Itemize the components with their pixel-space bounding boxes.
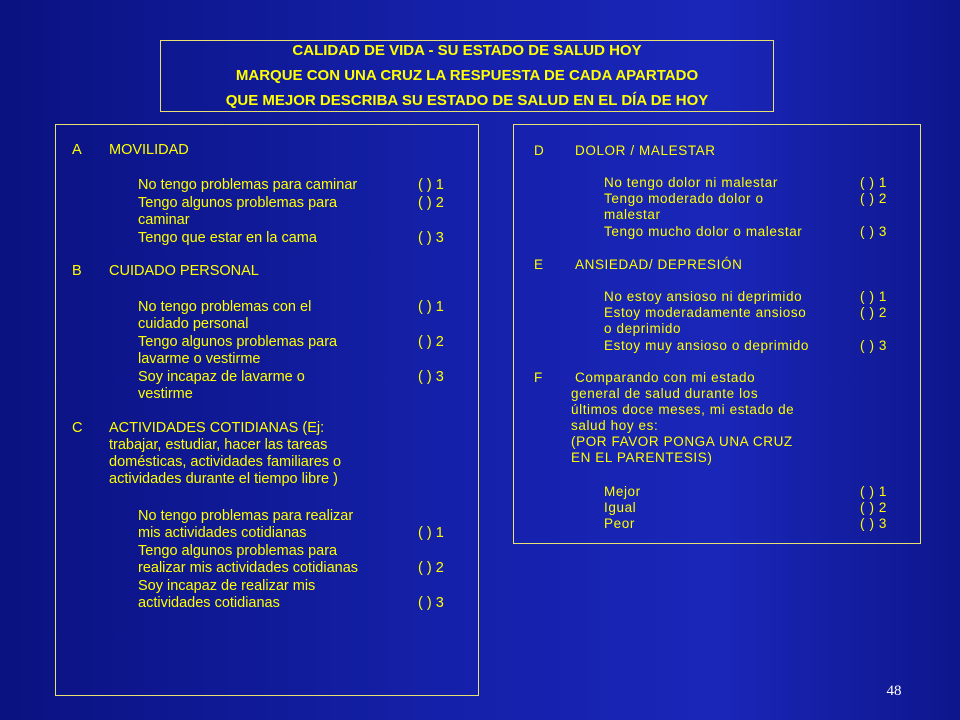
section-e-heading: ANSIEDAD/ DEPRESIÓN [575,257,743,272]
section-d-option-2: Tengo moderado dolor o malestar [604,191,764,222]
section-a-option-3: Tengo que estar en la cama [138,230,317,246]
section-f-checkbox-2[interactable]: ( ) 2 [860,500,888,515]
section-a-option-2: Tengo algunos problemas para caminar [138,195,338,228]
section-b-checkbox-3[interactable]: ( ) 3 [418,369,444,385]
section-d-option-3: Tengo mucho dolor o malestar [604,224,803,239]
section-c-checkbox-1[interactable]: ( ) 1 [418,525,444,541]
section-b-checkbox-1[interactable]: ( ) 1 [418,299,444,315]
section-c-checkbox-3[interactable]: ( ) 3 [418,595,444,611]
section-c-option-1: No tengo problemas para realizar mis actividades cotidianas [138,508,354,541]
title-box [160,40,774,112]
section-f-checkbox-3[interactable]: ( ) 3 [860,516,888,531]
section-a-checkbox-2[interactable]: ( ) 2 [418,195,444,211]
page-number: 48 [886,683,902,699]
section-c-letter: C [72,420,83,436]
section-b-checkbox-2[interactable]: ( ) 2 [418,334,444,350]
section-b-option-2: Tengo algunos problemas para lavarme o vestirme [138,334,338,367]
section-e-checkbox-3[interactable]: ( ) 3 [860,338,888,353]
section-f-letter: F [534,370,543,385]
section-f-heading: Comparando con mi estado [575,370,756,385]
section-c-option-2: Tengo algunos problemas para realizar mis actividades cotidianas [138,543,359,576]
section-f-option-3: Peor [604,516,635,531]
section-c-checkbox-2[interactable]: ( ) 2 [418,560,444,576]
section-a-checkbox-1[interactable]: ( ) 1 [418,177,444,193]
section-d-option-1: No tengo dolor ni malestar [604,175,778,190]
section-a-heading: MOVILIDAD [109,142,189,158]
left-questionnaire-panel [55,124,479,696]
section-b-option-3: Soy incapaz de lavarme o vestirme [138,369,305,402]
section-e-letter: E [534,257,544,272]
section-e-checkbox-2[interactable]: ( ) 2 [860,305,888,320]
section-d-checkbox-1[interactable]: ( ) 1 [860,175,888,190]
section-b-letter: B [72,263,82,279]
section-e-option-3: Estoy muy ansioso o deprimido [604,338,809,353]
section-a-checkbox-3[interactable]: ( ) 3 [418,230,444,246]
section-e-checkbox-1[interactable]: ( ) 1 [860,289,888,304]
section-e-option-1: No estoy ansioso ni deprimido [604,289,803,304]
section-c-heading: ACTIVIDADES COTIDIANAS (Ej: [109,420,325,436]
title-line-1: CALIDAD DE VIDA - SU ESTADO DE SALUD HOY [292,42,642,59]
section-c-option-3: Soy incapaz de realizar mis actividades cotidianas [138,578,316,611]
title-line-3: QUE MEJOR DESCRIBA SU ESTADO DE SALUD EN EL DÍA DE HOY [225,92,709,109]
section-f-option-1: Mejor [604,484,641,499]
section-b-option-1: No tengo problemas con el cuidado personal [138,299,312,332]
section-b-heading: CUIDADO PERSONAL [109,263,259,279]
section-c-description: trabajar, estudiar, hacer las tareas domésticas, actividades familiares o actividades durante el tiempo libre ) [109,437,342,487]
section-e-option-2: Estoy moderadamente ansioso o deprimido [604,305,807,336]
section-f-description: general de salud durante los últimos doce meses, mi estado de salud hoy es: (POR FAVOR PONGA UNA CRUZ EN EL PARENTESIS) [571,386,795,465]
section-d-heading: DOLOR / MALESTAR [575,143,716,158]
right-questionnaire-panel [513,124,921,544]
section-d-checkbox-2[interactable]: ( ) 2 [860,191,888,206]
section-d-letter: D [534,143,545,158]
section-a-letter: A [72,142,82,158]
title-line-2: MARQUE CON UNA CRUZ LA RESPUESTA DE CADA APARTADO [235,67,699,84]
section-a-option-1: No tengo problemas para caminar [138,177,358,193]
section-f-checkbox-1[interactable]: ( ) 1 [860,484,888,499]
section-d-checkbox-3[interactable]: ( ) 3 [860,224,888,239]
section-f-option-2: Igual [604,500,637,515]
